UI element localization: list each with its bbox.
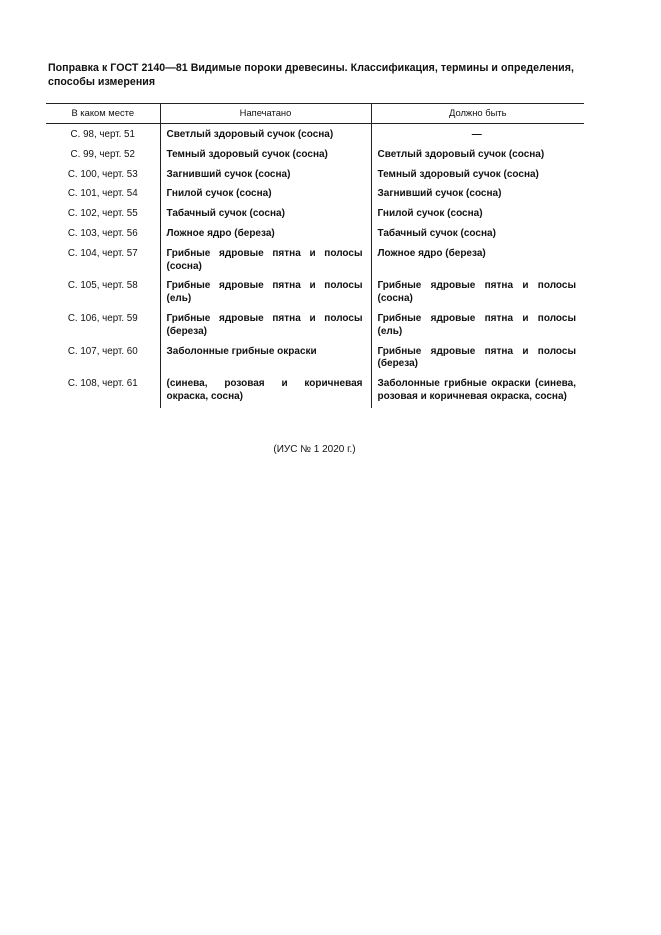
cell-printed: Темный здоровый сучок (сосна) [160,146,371,166]
document-title: Поправка к ГОСТ 2140—81 Видимые пороки древесины. Классификация, термины и определения, способы измерения [48,62,574,88]
cell-correct: Загнивший сучок (сосна) [371,185,584,205]
cell-printed: Грибные ядровые пятна и полосы (береза) [160,310,371,343]
cell-correct: Табачный сучок (сосна) [371,225,584,245]
table-row [46,310,584,343]
cell-correct: Ложное ядро (береза) [371,245,584,278]
table-row [46,124,584,146]
cell-place: С. 98, черт. 51 [70,129,135,140]
cell-correct: Заболонные грибные окраски (синева, розовая и коричневая окраска, сосна) [371,375,584,408]
cell-place: С. 100, черт. 53 [67,168,138,180]
cell-correct: Гнилой сучок (сосна) [371,205,584,225]
table-row [46,185,584,205]
cell-printed: Загнивший сучок (сосна) [160,166,371,186]
cell-printed: Ложное ядро (береза) [160,225,371,245]
cell-place: С. 99, черт. 52 [70,148,135,160]
cell-printed: Заболонные грибные окраски [160,343,371,376]
header-place: В каком месте [46,104,160,124]
cell-printed: Табачный сучок (сосна) [160,205,371,225]
header-row [46,104,584,124]
cell-correct: Темный здоровый сучок (сосна) [371,166,584,186]
cell-printed: Грибные ядровые пятна и полосы (ель) [160,277,371,310]
table-row [46,146,584,166]
cell-place: С. 103, черт. 56 [67,227,138,239]
footer-note: (ИУС № 1 2020 г.) [273,444,356,455]
cell-printed: Гнилой сучок (сосна) [160,185,371,205]
cell-place: С. 106, черт. 59 [67,312,138,324]
cell-printed: Грибные ядровые пятна и полосы (сосна) [160,245,371,278]
cell-correct: Грибные ядровые пятна и полосы (сосна) [371,277,584,310]
cell-correct: Светлый здоровый сучок (сосна) [371,146,584,166]
header-printed: Напечатано [160,104,371,124]
cell-place: С. 102, черт. 55 [67,208,138,220]
table-row [46,375,584,408]
table-row [46,245,584,278]
corrections-table [46,103,584,408]
table-row [46,343,584,376]
cell-correct: Грибные ядровые пятна и полосы (береза) [371,343,584,376]
corrections-table-container [46,103,584,408]
table-row [46,225,584,245]
cell-printed: (синева, розовая и коричневая окраска, сосна) [160,375,371,408]
table-row [46,277,584,310]
cell-place: С. 108, черт. 61 [67,378,138,390]
cell-place: С. 105, черт. 58 [67,280,138,292]
cell-correct: Грибные ядровые пятна и полосы (ель) [371,310,584,343]
cell-correct: — [371,124,584,146]
header-correct: Должно быть [371,104,584,124]
cell-place: С. 104, черт. 57 [67,247,138,259]
table-header [46,104,584,124]
cell-place: С. 101, черт. 54 [67,188,138,200]
table-body [46,124,584,408]
cell-place: С. 107, черт. 60 [67,345,138,357]
cell-printed: Светлый здоровый сучок (сосна) [160,124,371,146]
table-row [46,166,584,186]
table-row [46,205,584,225]
